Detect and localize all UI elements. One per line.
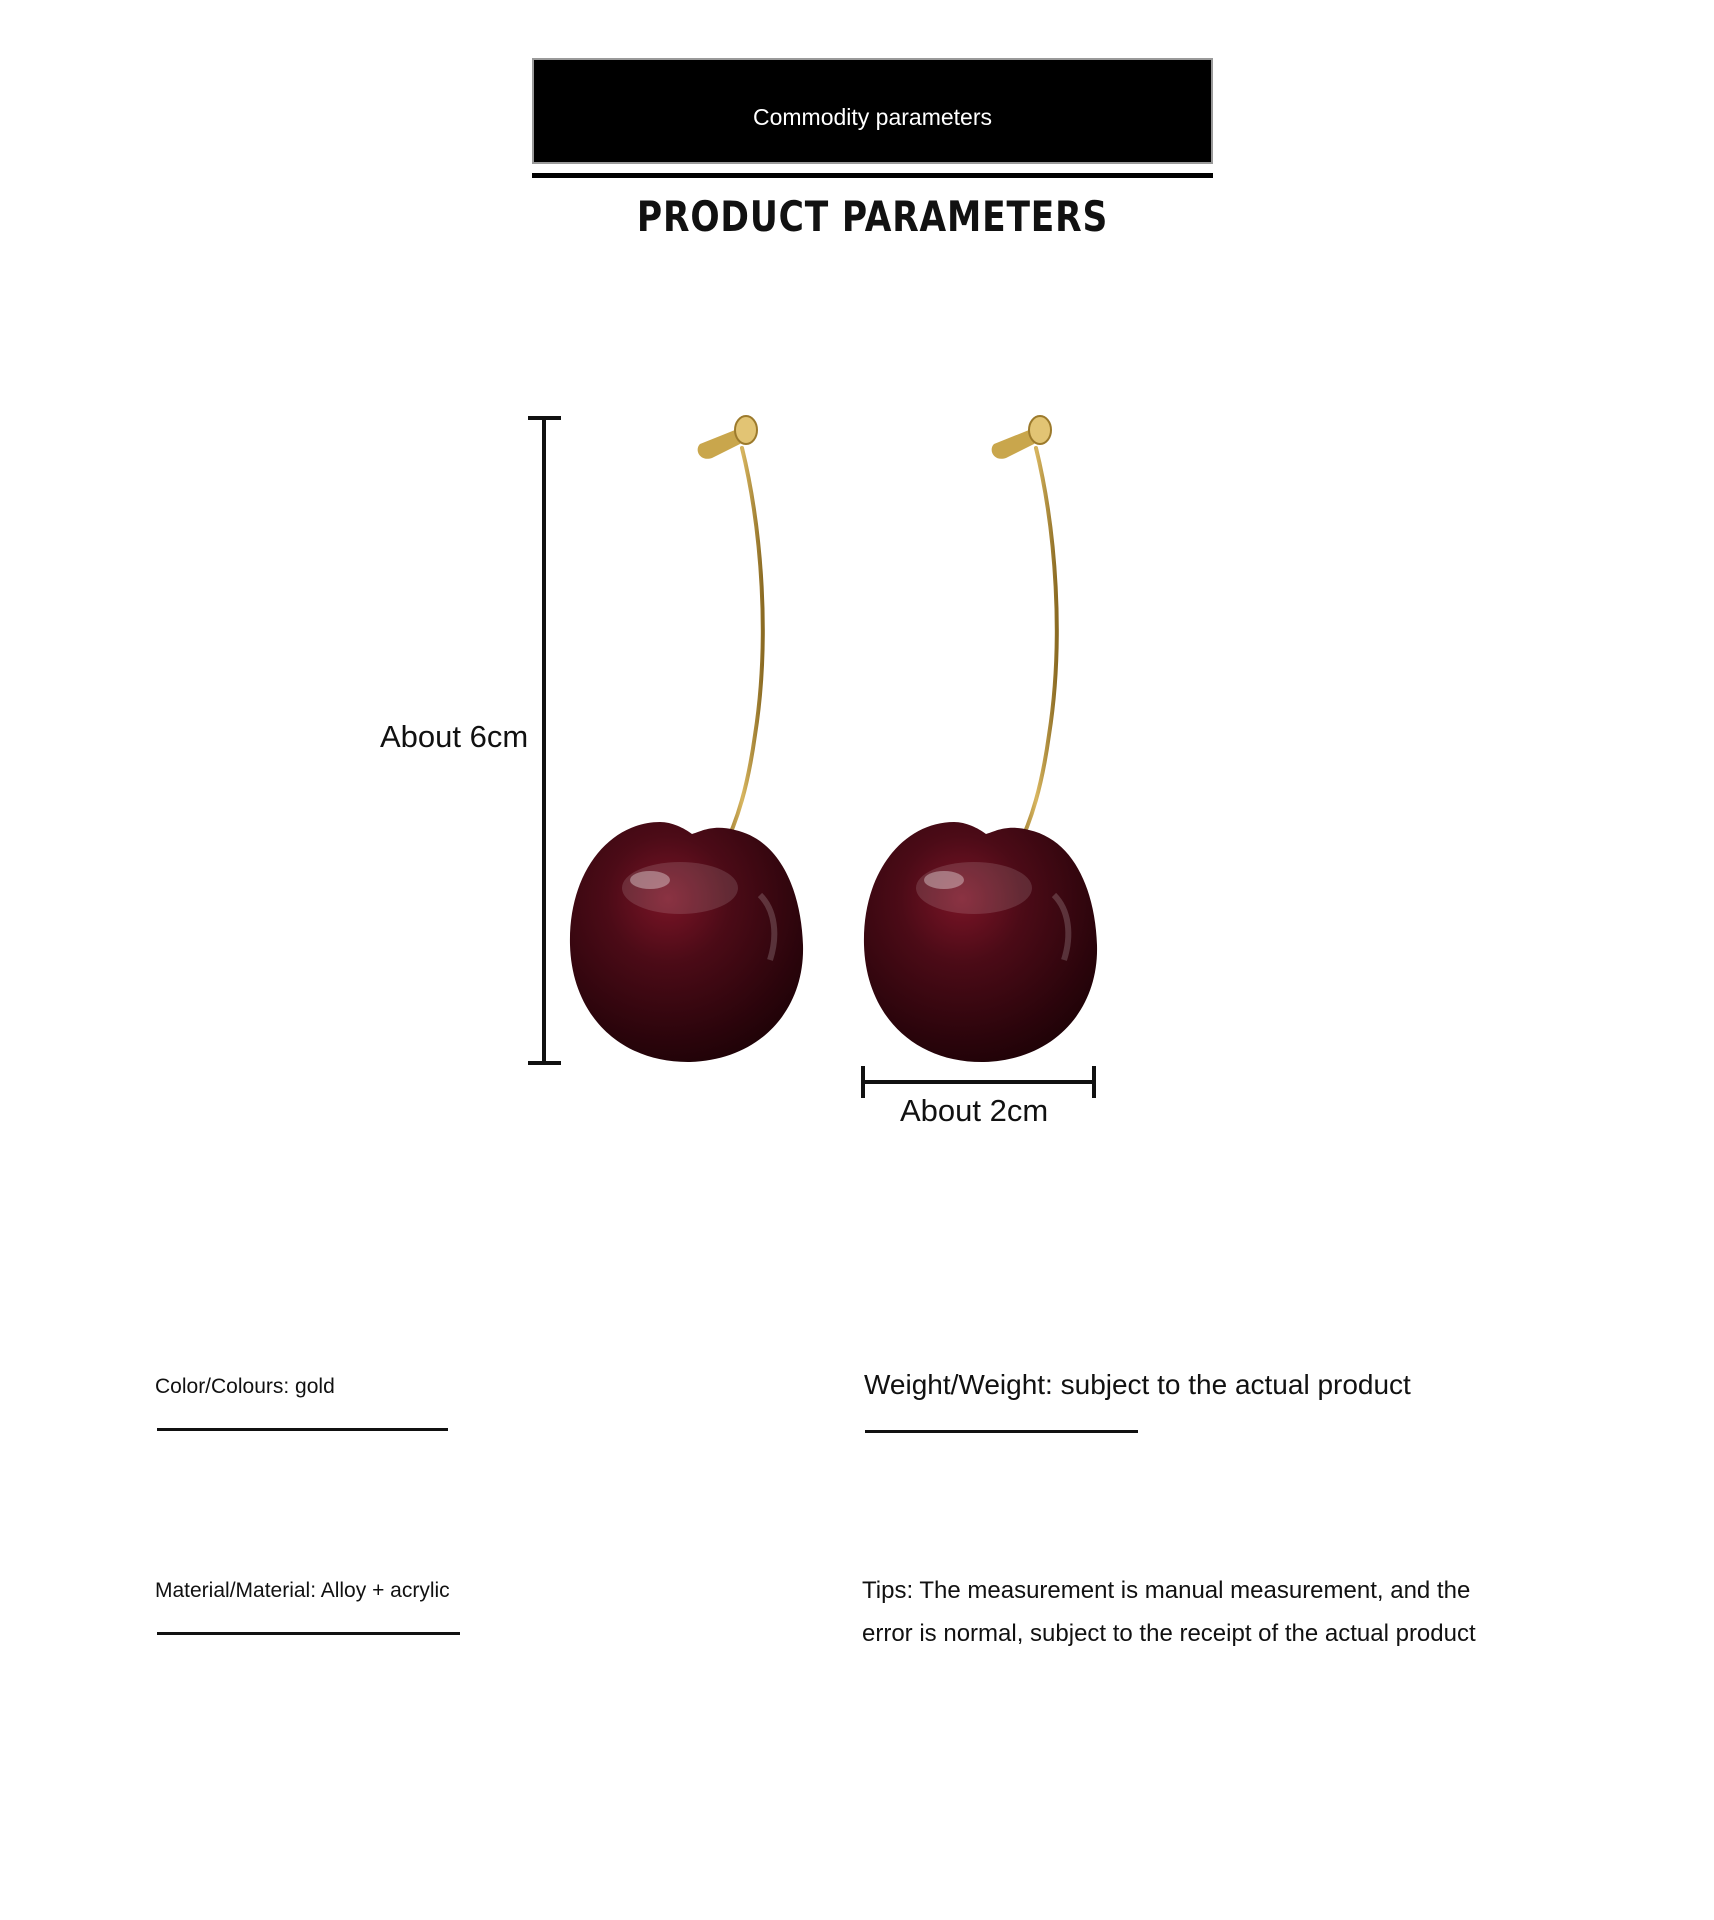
right-cherry-earring [864, 416, 1097, 1062]
material-underline [157, 1632, 460, 1635]
tips-note: Tips: The measurement is manual measurement, and the error is normal, subject to the receipt of the actual product [862, 1577, 1476, 1647]
weight-parameter: Weight/Weight: subject to the actual product [864, 1369, 1411, 1400]
color-parameter: Color/Colours: gold [155, 1375, 335, 1398]
header-banner-text: Commodity parameters [752, 103, 993, 130]
left-cherry-earring [570, 416, 803, 1062]
weight-underline [865, 1430, 1138, 1433]
page-title: PRODUCT PARAMETERS [636, 192, 1109, 241]
height-dimension-label: About 6cm [380, 719, 529, 754]
width-dimension-label: About 2cm [900, 1093, 1049, 1128]
material-parameter: Material/Material: Alloy + acrylic [155, 1579, 450, 1602]
color-underline [157, 1428, 448, 1431]
height-dimension-marker [528, 418, 561, 1063]
